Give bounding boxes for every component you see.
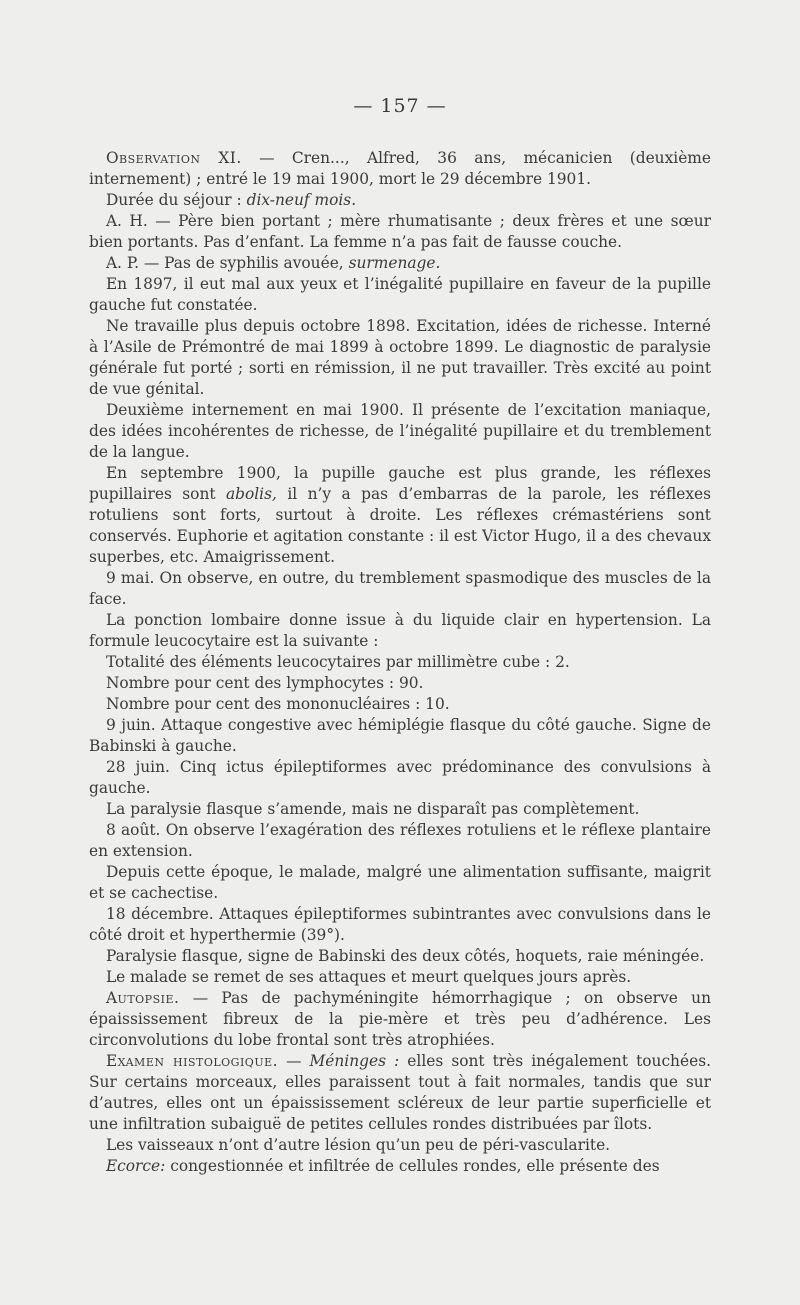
paragraph: Totalité des éléments leucocytaires par millimètre cube : 2. bbox=[105, 653, 570, 671]
paragraph: 18 décembre. Attaques épileptiformes subintrantes avec convulsions dans le côté droit et hyperthermie (39°). bbox=[89, 905, 711, 944]
paragraph: Examen histologique. — Méninges : elles sont très inégalement touchées. Sur certains morceaux, elles paraissent tout à fait normales, tandis que sur d’autres, elles ont un épaississement scléreux de leur partie superficielle et une infiltration subaiguë de petites cellules rondes distribuées par îlots. bbox=[89, 1052, 711, 1133]
paragraph: Deuxième internement en mai 1900. Il présente de l’excitation maniaque, des idées incohérentes de richesse, de l’inégalité pupillaire et du tremblement de la langue. bbox=[89, 401, 711, 461]
paragraph: A. P. — Pas de syphilis avouée, surmenage. bbox=[105, 254, 441, 272]
paragraph: 8 août. On observe l’exagération des réflexes rotuliens et le réflexe plantaire en extension. bbox=[89, 821, 711, 860]
paragraph: 9 juin. Attaque congestive avec hémiplégie flasque du côté gauche. Signe de Babinski à gauche. bbox=[89, 716, 711, 755]
body-text bbox=[89, 148, 711, 1177]
paragraph: La ponction lombaire donne issue à du liquide clair en hypertension. La formule leucocytaire est la suivante : bbox=[89, 611, 711, 650]
paragraph: Nombre pour cent des lymphocytes : 90. bbox=[105, 674, 424, 692]
paragraph: La paralysie flasque s’amende, mais ne disparaît pas complètement. bbox=[105, 800, 640, 818]
section-lead: Observation XI. bbox=[105, 149, 242, 167]
page-number: — 157 — bbox=[353, 95, 447, 117]
paragraph: Le malade se remet de ses attaques et meurt quelques jours après. bbox=[105, 968, 632, 986]
paragraph: Les vaisseaux n’ont d’autre lésion qu’un peu de péri-vascularite. bbox=[105, 1136, 611, 1154]
section-lead: Autopsie. bbox=[105, 989, 180, 1007]
paragraph: Ne travaille plus depuis octobre 1898. Excitation, idées de richesse. Interné à l’Asile de Prémontré de mai 1899 à octobre 1899. Le diagnostic de paralysie générale fut porté ; sorti en rémission, il ne put travailler. Très excité au point de vue génital. bbox=[89, 317, 711, 398]
paragraph: 9 mai. On observe, en outre, du tremblement spasmodique des muscles de la face. bbox=[89, 569, 711, 608]
paragraph: Observation XI. — Cren..., Alfred, 36 ans, mécanicien (deuxième internement) ; entré le 19 mai 1900, mort le 29 décembre 1901. bbox=[89, 149, 712, 188]
paragraph: A. H. — Père bien portant ; mère rhumatisante ; deux frères et une sœur bien portants. Pas d’enfant. La femme n’a pas fait de fausse couche. bbox=[89, 212, 711, 251]
paragraph: En 1897, il eut mal aux yeux et l’inégalité pupillaire en faveur de la pupille gauche fut constatée. bbox=[89, 275, 711, 314]
paragraph: Depuis cette époque, le malade, malgré une alimentation suffisante, maigrit et se cachectise. bbox=[89, 863, 711, 902]
paragraph: 28 juin. Cinq ictus épileptiformes avec prédominance des convulsions à gauche. bbox=[89, 758, 711, 797]
section-lead: Examen histologique. bbox=[105, 1052, 279, 1070]
paragraph: Ecorce: congestionnée et infiltrée de cellules rondes, elle présente des bbox=[105, 1157, 660, 1175]
paragraph: Paralysie flasque, signe de Babinski des deux côtés, hoquets, raie méningée. bbox=[105, 947, 705, 965]
paragraph: Autopsie. — Pas de pachyméningite hémorrhagique ; on observe un épaississement fibreux de la pie-mère et très peu d’adhérence. Les circonvolutions du lobe frontal sont très atrophiées. bbox=[89, 989, 711, 1049]
paragraph: Nombre pour cent des mononucléaires : 10. bbox=[105, 695, 450, 713]
paragraph: Durée du séjour : dix-neuf mois. bbox=[105, 191, 357, 209]
paragraph: En septembre 1900, la pupille gauche est plus grande, les réflexes pupillaires sont abolis, il n’y a pas d’embarras de la parole, les réflexes rotuliens sont forts, surtout à droite. Les réflexes crémastériens sont conservés. Euphorie et agitation constante : il est Victor Hugo, il a des chevaux superbes, etc. Amaigrissement. bbox=[89, 464, 712, 566]
